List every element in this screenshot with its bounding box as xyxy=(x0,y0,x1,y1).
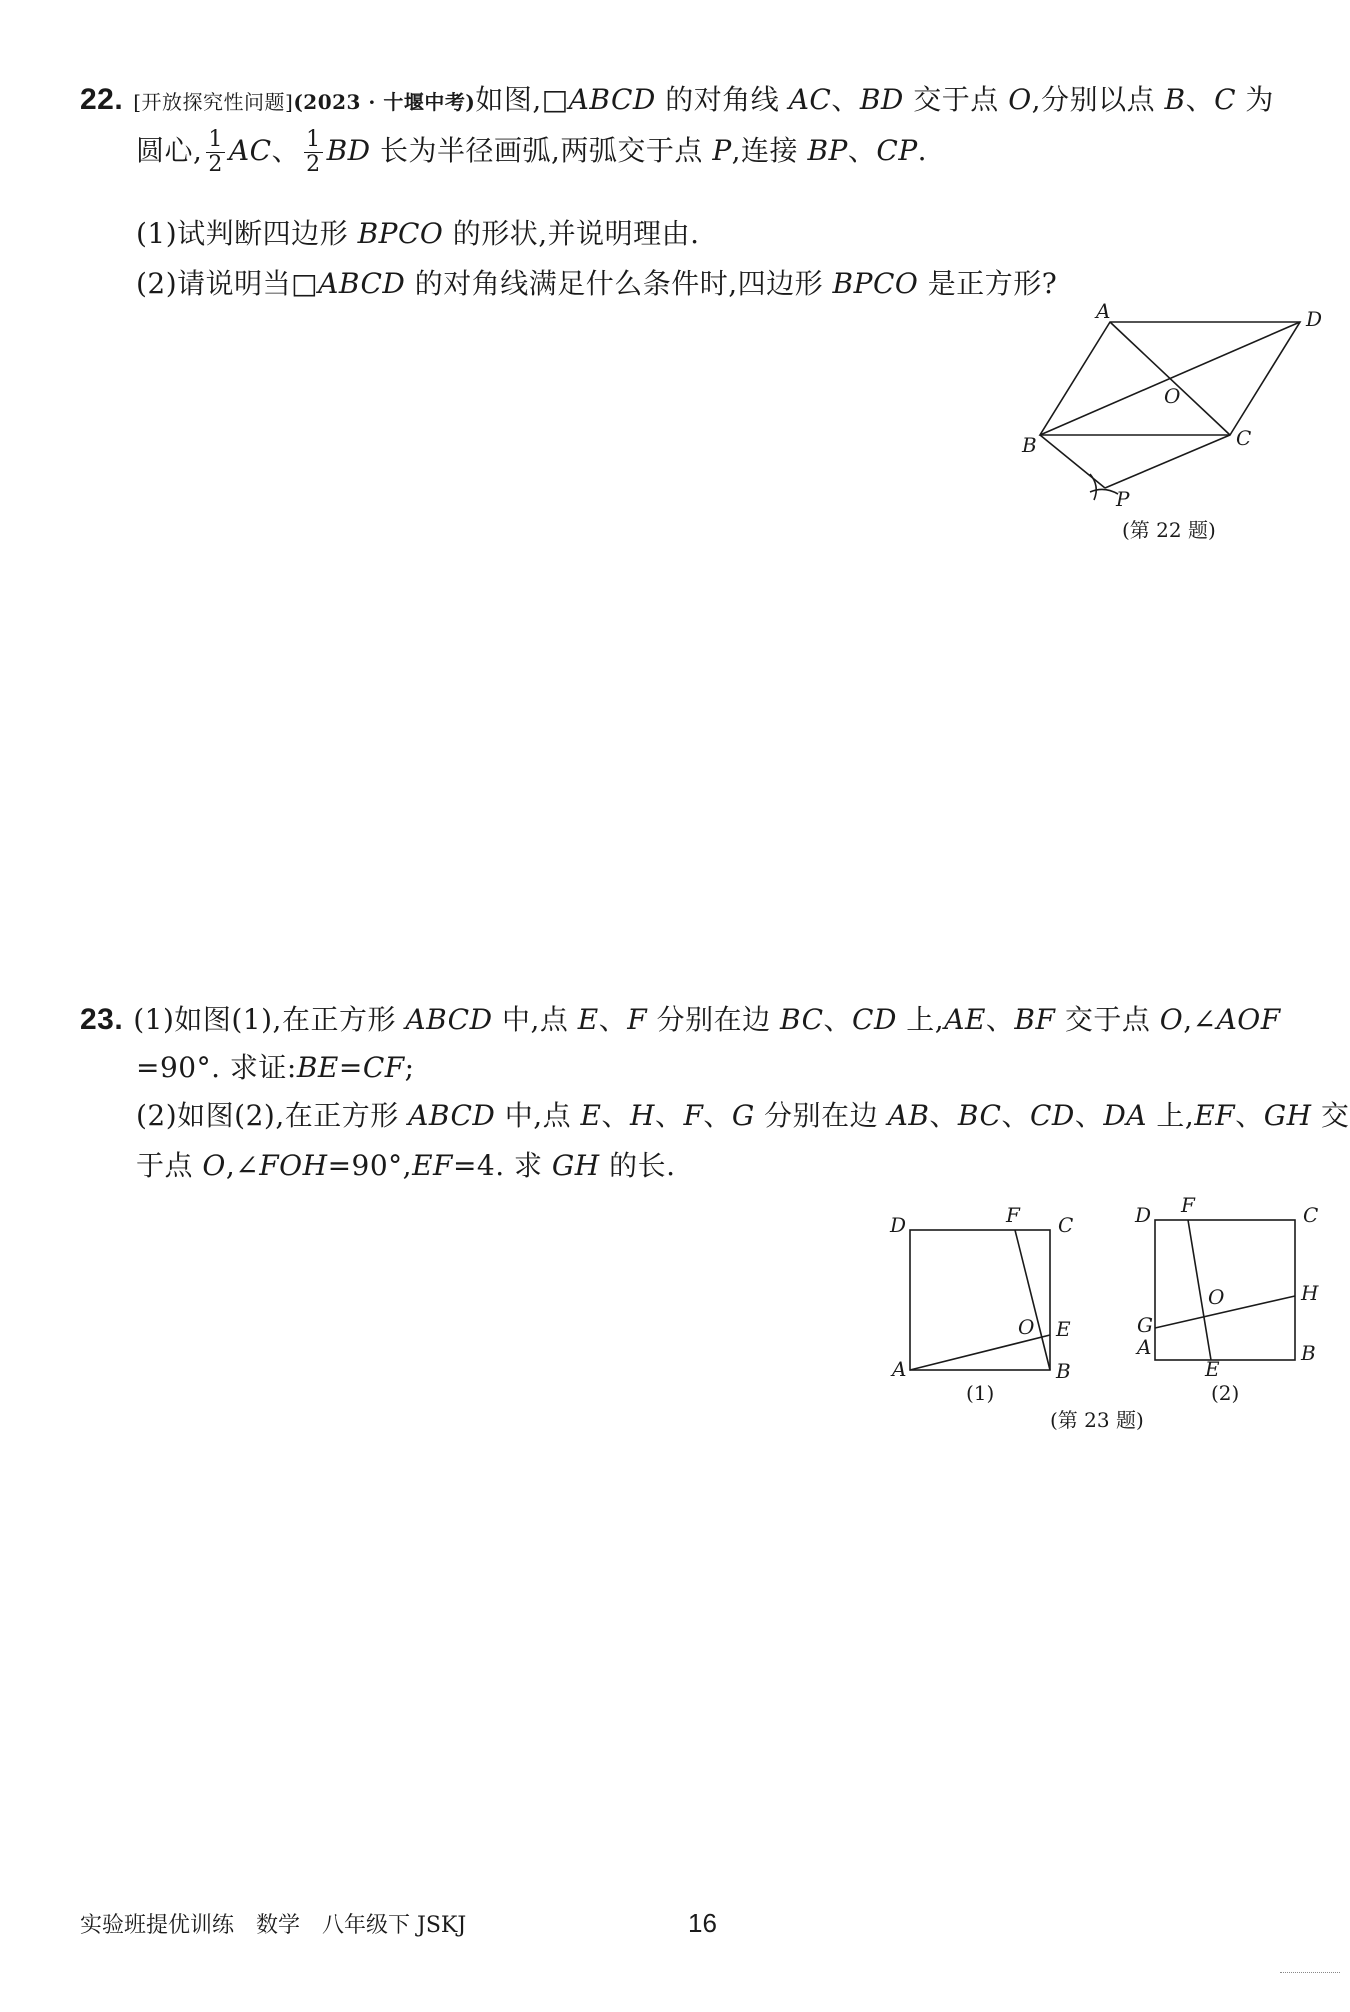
segment-cp xyxy=(1105,435,1230,488)
label-a: A xyxy=(1137,1335,1152,1359)
segment-ae xyxy=(910,1335,1050,1370)
figure-23-1-caption: (1) xyxy=(966,1381,995,1405)
footer-book-info xyxy=(80,1908,488,1939)
segment-gh xyxy=(1155,1296,1295,1328)
arc-from-b xyxy=(1090,474,1096,500)
fraction-half: $\frac{1}{2}$ xyxy=(208,127,223,177)
label-e: E xyxy=(1205,1357,1220,1381)
figure-22-caption: (第 22 题) xyxy=(1122,518,1216,542)
q22-part-2: (2)请说明当□ABCD 的对角线满足什么条件时,四边形 BPCO 是正方形? xyxy=(136,267,1058,300)
q23-line-1: 23. (1)如图(1),在正方形 ABCD 中,点 E、F 分别在边 BC、CD 上,AE、BF 交于点 O,∠AOF xyxy=(80,1003,1281,1036)
fraction-half: $\frac{1}{2}$ xyxy=(306,127,321,177)
figure-23-caption-box xyxy=(1040,1405,1240,1435)
q22-part-1: (1)试判断四边形 BPCO 的形状,并说明理由. xyxy=(136,217,700,250)
label-b: B xyxy=(1022,433,1037,457)
label-f: F xyxy=(1181,1193,1195,1217)
q23-line-3: (2)如图(2),在正方形 ABCD 中,点 E、H、F、G 分别在边 AB、BC、CD、DA 上,EF、GH 交 xyxy=(136,1099,1350,1132)
figure-23-1 xyxy=(880,1200,1080,1405)
footer-divider xyxy=(1280,1972,1340,1973)
label-c: C xyxy=(1303,1203,1319,1227)
figure-23-2 xyxy=(1125,1193,1325,1405)
label-h: H xyxy=(1301,1281,1319,1305)
q22-line-1: 22. [开放探究性问题](2023 · 十堰中考)如图,□ABCD 的对角线 AC、BD 交于点 O,分别以点 B、C 为 xyxy=(80,83,1274,116)
question-tag: [开放探究性问题](2023 · 十堰中考) xyxy=(133,90,476,114)
label-o: O xyxy=(1208,1285,1225,1309)
label-d: D xyxy=(1135,1203,1152,1227)
label-p: P xyxy=(1116,487,1130,511)
figure-22 xyxy=(1022,299,1330,570)
q23-line-2: =90°. 求证:BE=CF; xyxy=(136,1051,415,1084)
question-number: 23. xyxy=(80,1003,124,1036)
arc-from-c xyxy=(1090,489,1118,494)
footer-grade: 八年级下 JSKJ xyxy=(322,1913,467,1938)
label-b: B xyxy=(1301,1341,1316,1365)
label-c: C xyxy=(1236,426,1252,450)
label-o: O xyxy=(1164,384,1181,408)
question-number: 22. xyxy=(80,83,124,116)
label-b: B xyxy=(1056,1359,1071,1383)
label-f: F xyxy=(1006,1203,1020,1227)
label-e: E xyxy=(1056,1317,1071,1341)
label-d: D xyxy=(890,1213,907,1237)
segment-bf xyxy=(1015,1230,1050,1370)
q23-line-4: 于点 O,∠FOH=90°,EF=4. 求 GH 的长. xyxy=(136,1149,676,1182)
label-o: O xyxy=(1018,1315,1035,1339)
label-c: C xyxy=(1058,1213,1074,1237)
square-abcd-2 xyxy=(1155,1220,1295,1360)
label-g: G xyxy=(1137,1313,1153,1337)
page-number: 16 xyxy=(688,1908,717,1938)
footer-book-title: 实验班提优训练 xyxy=(80,1913,235,1938)
label-a: A xyxy=(892,1357,907,1381)
q22-line-2: 圆心, $\frac{1}{2}$ AC、 $\frac{1}{2}$ BD 长为半径画弧,两弧交于点 P,连接 BP、CP. xyxy=(136,127,928,177)
segment-bp xyxy=(1040,435,1105,488)
footer-subject: 数学 xyxy=(256,1913,301,1938)
label-d: D xyxy=(1306,307,1323,331)
diagonal-bd xyxy=(1040,322,1300,435)
figure-23-2-caption: (2) xyxy=(1211,1381,1240,1405)
label-a: A xyxy=(1096,299,1111,323)
square-abcd-1 xyxy=(910,1230,1050,1370)
figure-23-caption: (第 23 题) xyxy=(1050,1408,1144,1432)
